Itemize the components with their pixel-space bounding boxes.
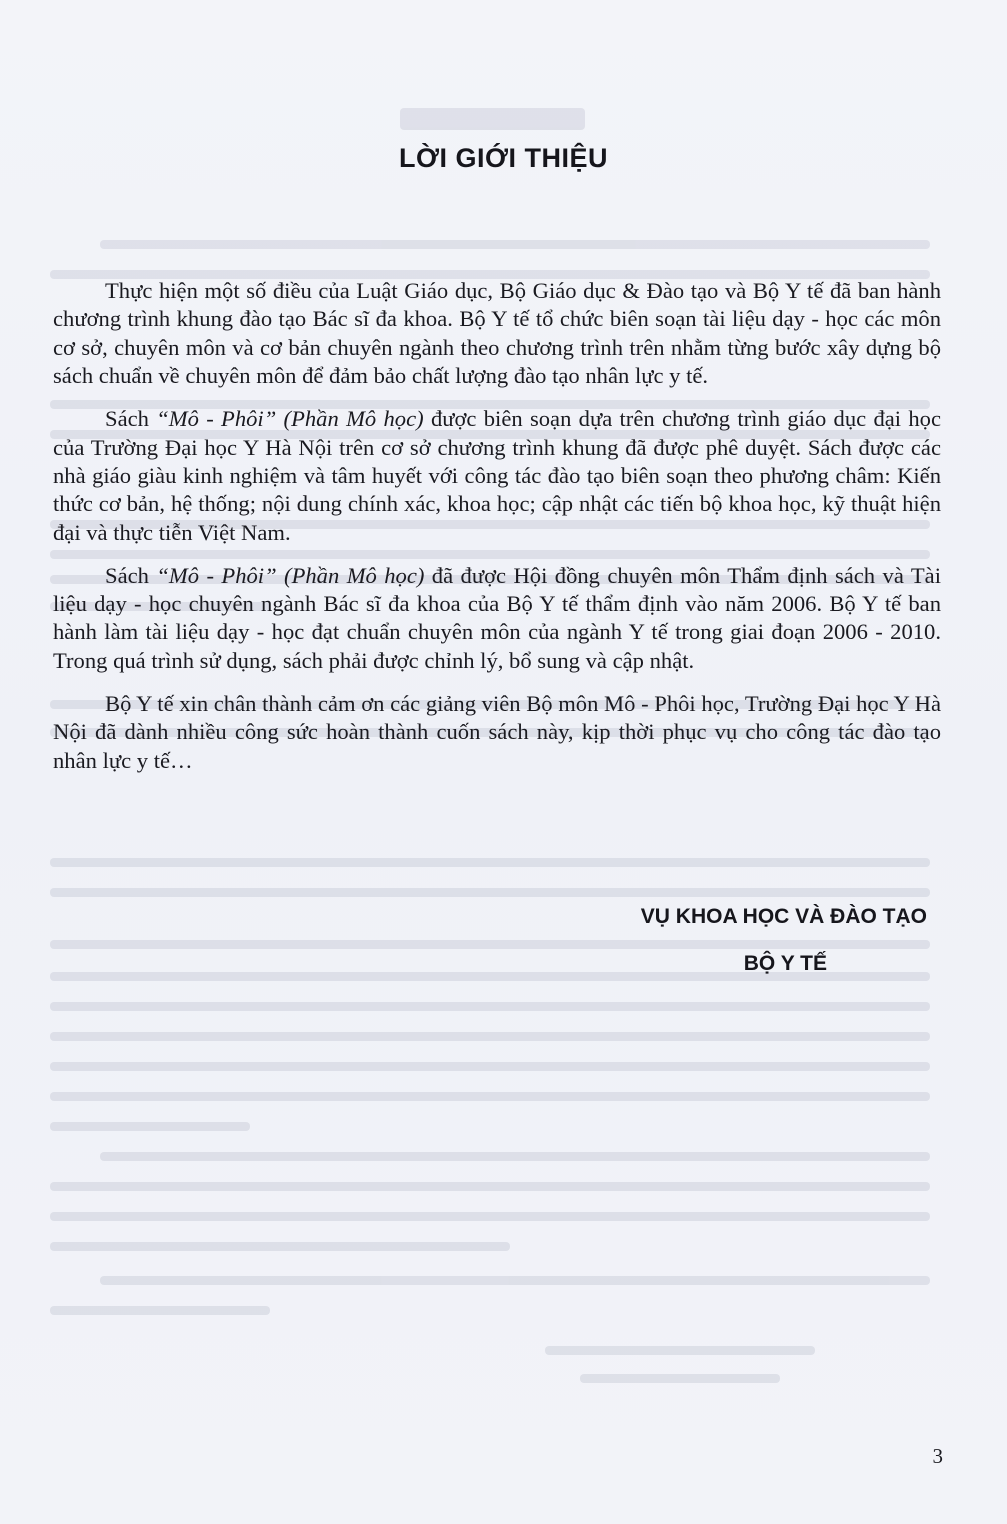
book-title-italic: “Mô - Phôi” (Phần Mô học): [156, 562, 425, 588]
paragraph: [53, 562, 941, 676]
signature-ministry: BỘ Y TẾ: [743, 952, 827, 975]
paragraph-text: Thực hiện một số điều của Luật Giáo dục, Bộ Giáo dục & Đào tạo và Bộ Y tế đã ban hành chương trình khung đào tạo Bác sĩ đa khoa. Bộ Y tế tổ chức biên soạn tài liệu dạy - học các môn cơ sở, chuyên môn và cơ bản chuyên ngành theo chương trình trên nhằm từng bước xây dựng bộ sách chuẩn về chuyên môn để đảm bảo chất lượng đào tạo nhân lực y tế.: [53, 278, 941, 389]
page-number: 3: [932, 1444, 943, 1468]
paragraph: [53, 690, 941, 775]
book-title-italic: “Mô - Phôi” (Phần Mô học): [156, 406, 424, 432]
paragraph: [53, 277, 941, 391]
paragraph-text: đã được Hội đồng chuyên môn Thẩm định sách và Tài liệu dạy - học chuyên ngành Bác sĩ đa khoa của Bộ Y tế thẩm định vào năm 2006. Bộ Y tế ban hành làm tài liệu dạy - học đạt chuẩn chuyên môn của ngành Y tế trong giai đoạn 2006 - 2010. Trong quá trình sử dụng, sách phải được chỉnh lý, bổ sung và cập nhật.: [53, 562, 941, 673]
signature-organization: VỤ KHOA HỌC VÀ ĐÀO TẠO: [640, 905, 927, 928]
paragraph-text: được biên soạn dựa trên chương trình giáo dục đại học của Trường Đại học Y Hà Nội trên cơ sở chương trình khung đã được phê duyệt. Sách được các nhà giáo giàu kinh nghiệm và tâm huyết với công tác đào tạo biên soạn theo phương châm: Kiến thức cơ bản, hệ thống; nội dung chính xác, khoa học; cập nhật các tiến bộ khoa học, kỹ thuật hiện đại và thực tiễn Việt Nam.: [53, 406, 941, 545]
paragraph-text: Sách: [105, 562, 157, 588]
paragraph-text: Sách: [105, 406, 157, 432]
paragraph-text: Bộ Y tế xin chân thành cảm ơn các giảng viên Bộ môn Mô - Phôi học, Trường Đại học Y Hà Nội đã dành nhiều công sức hoàn thành cuốn sách này, kịp thời phục vụ cho công tác đào tạo nhân lực y tế…: [53, 690, 941, 773]
page-title: LỜI GIỚI THIỆU: [398, 143, 609, 173]
body-text: [53, 277, 941, 790]
paragraph: [53, 405, 941, 547]
